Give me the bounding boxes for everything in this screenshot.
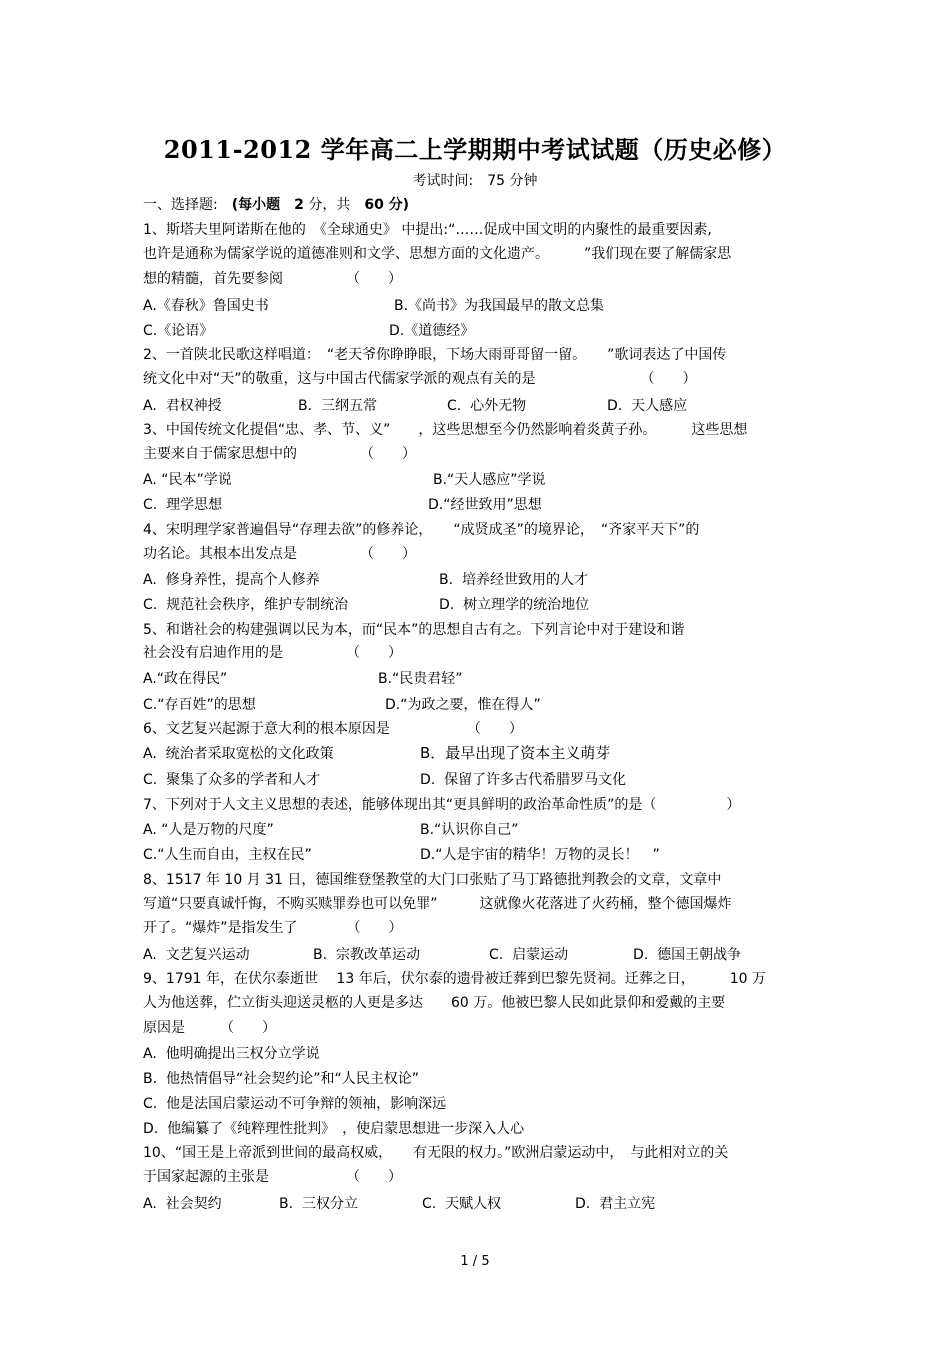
- section-note-suffix: 分): [383, 197, 410, 213]
- page-number: 1 / 5: [460, 1254, 490, 1269]
- question-6-option-d: D. 保留了许多古代希腊罗马文化: [420, 772, 627, 788]
- question-1-option-a: A.《春秋》鲁国史书: [143, 298, 269, 314]
- question-2-line-2: 统文化中对“天”的敬重，这与中国古代儒家学派的观点有关的是 （ ）: [143, 371, 697, 387]
- question-4-option-d: D. 树立理学的统治地位: [439, 597, 590, 613]
- question-10-line-2: 于国家起源的主张是 （ ）: [143, 1169, 402, 1185]
- question-7-option-a: A. “人是万物的尺度”: [143, 822, 274, 838]
- question-5-option-c: C.“存百姓”的思想: [143, 697, 256, 713]
- question-8-line-1: 8、1517 年 10 月 31 日，德国维登堡教堂的大门口张贴了马丁路德批判教会的文章，文章中: [143, 872, 722, 888]
- question-1-option-c: C.《论语》: [143, 323, 214, 339]
- section-note-total: 60: [364, 197, 384, 213]
- question-4-line-1: 4、宋明理学家普遍倡导“存理去欲”的修养论， “成贤成圣”的境界论， “齐家平天下”的: [143, 522, 700, 538]
- question-5-line-2: 社会没有启迪作用的是 （ ）: [143, 645, 402, 661]
- question-7-option-b: B.“认识你自己”: [420, 822, 519, 838]
- question-4-option-b: B. 培养经世致用的人才: [439, 572, 588, 588]
- section-note-per: 2: [294, 197, 304, 213]
- question-4-option-a: A. 修身养性，提高个人修养: [143, 572, 320, 588]
- question-1-line-1: 1、斯塔夫里阿诺斯在他的 《全球通史》 中提出:“……促成中国文明的内聚性的最重要因素,: [143, 222, 712, 238]
- page-title: 2011-2012 学年高二上学期期中考试试题（历史必修）: [163, 135, 787, 164]
- question-9-option-d: D. 他编纂了《纯粹理性批判》 ，使启蒙思想进一步深入人心: [143, 1121, 525, 1137]
- question-4-line-2: 功名论。其根本出发点是 （ ）: [143, 546, 416, 562]
- question-10-option-d: D. 君主立宪: [575, 1196, 656, 1212]
- question-9-line-2: 人为他送葬，伫立街头迎送灵柩的人更是多达 60 万。他被巴黎人民如此景仰和爱戴的主要: [143, 995, 726, 1011]
- question-5-option-b: B.“民贵君轻”: [378, 671, 463, 687]
- section-heading-label: 一、选择题:: [143, 197, 232, 213]
- question-3-option-a: A. “民本”学说: [143, 472, 232, 488]
- question-9-option-a: A. 他明确提出三权分立学说: [143, 1046, 320, 1062]
- question-5-option-a: A.“政在得民”: [143, 671, 228, 687]
- question-6-option-c: C. 聚集了众多的学者和人才: [143, 772, 321, 788]
- question-10-line-1: 10、“国王是上帝派到世间的最高权威， 有无限的权力。”欧洲启蒙运动中， 与此相对立的关: [143, 1145, 729, 1161]
- question-10-option-b: B. 三权分立: [279, 1196, 358, 1212]
- question-3-option-c: C. 理学思想: [143, 497, 223, 513]
- question-8-option-d: D. 德国王朝战争: [633, 947, 742, 963]
- question-4-option-c: C. 规范社会秩序，维护专制统治: [143, 597, 349, 613]
- question-8-option-b: B. 宗教改革运动: [313, 947, 420, 963]
- section-note-mid: 分，共: [303, 197, 365, 213]
- question-6-option-a: A. 统治者采取宽松的文化政策: [143, 746, 334, 762]
- question-5-line-1: 5、和谐社会的构建强调以民为本，而“民本”的思想自古有之。下列言论中对于建设和谐: [143, 622, 685, 638]
- question-7-line-1: 7、下列对于人文主义思想的表述，能够体现出其“更具鲜明的政治革命性质”的是（ ）: [143, 797, 741, 813]
- exam-time: 考试时间: 75 分钟: [412, 173, 538, 189]
- section-note-prefix: (每小题: [231, 197, 295, 213]
- question-3-line-1: 3、中国传统文化提倡“忠、孝、节、义” ，这些思想至今仍然影响着炎黄子孙。 这些思想: [143, 422, 748, 438]
- question-7-option-c: C.“人生而自由，主权在民”: [143, 847, 312, 863]
- question-8-line-2: 写道“只要真诚忏悔，不购买赎罪券也可以免罪” 这就像火花落进了火药桶，整个德国爆炸: [143, 896, 732, 912]
- question-1-option-d: D.《道德经》: [389, 323, 475, 339]
- question-7-option-d: D.“人是宇宙的精华！万物的灵长！ ”: [420, 847, 660, 863]
- question-1-line-3: 想的精髓，首先要参阅 （ ）: [143, 271, 402, 287]
- question-1-option-b: B.《尚书》为我国最早的散文总集: [394, 298, 605, 314]
- question-2-line-1: 2、一首陕北民歌这样唱道： “老天爷你睁睁眼，下场大雨哥哥留一留。 ”歌词表达了中国传: [143, 347, 727, 363]
- question-10-option-a: A. 社会契约: [143, 1196, 222, 1212]
- question-8-line-3: 开了。“爆炸”是指发生了 （ ）: [143, 920, 403, 936]
- question-9-line-3: 原因是 （ ）: [143, 1020, 276, 1036]
- question-3-option-b: B.“天人感应”学说: [433, 472, 546, 488]
- question-9-option-b: B. 他热情倡导“社会契约论”和“人民主权论”: [143, 1071, 419, 1087]
- question-2-option-a: A. 君权神授: [143, 398, 222, 414]
- question-8-option-a: A. 文艺复兴运动: [143, 947, 250, 963]
- question-1-line-2: 也许是通称为儒家学说的道德准则和文学、思想方面的文化遗产。 ”我们现在要了解儒家思: [143, 246, 732, 262]
- section-heading: [143, 196, 409, 214]
- question-2-option-d: D. 天人感应: [607, 398, 688, 414]
- question-3-line-2: 主要来自于儒家思想中的 （ ）: [143, 446, 416, 462]
- question-6-option-b: B．最早出现了资本主义萌芽: [420, 744, 611, 762]
- question-10-option-c: C. 天赋人权: [422, 1196, 502, 1212]
- question-2-option-b: B. 三纲五常: [298, 398, 377, 414]
- question-3-option-d: D.“经世致用”思想: [428, 497, 542, 513]
- question-6-line-1: 6、文艺复兴起源于意大利的根本原因是 （ ）: [143, 721, 523, 737]
- question-8-option-c: C. 启蒙运动: [489, 947, 569, 963]
- question-9-option-c: C. 他是法国启蒙运动不可争辩的领袖，影响深远: [143, 1096, 447, 1112]
- question-9-line-1: 9、1791 年，在伏尔泰逝世 13 年后，伏尔泰的遗骨被迁葬到巴黎先贤祠。迁葬之日， 10 万: [143, 971, 766, 987]
- question-5-option-d: D.“为政之要，惟在得人”: [385, 697, 541, 713]
- question-2-option-c: C. 心外无物: [447, 398, 527, 414]
